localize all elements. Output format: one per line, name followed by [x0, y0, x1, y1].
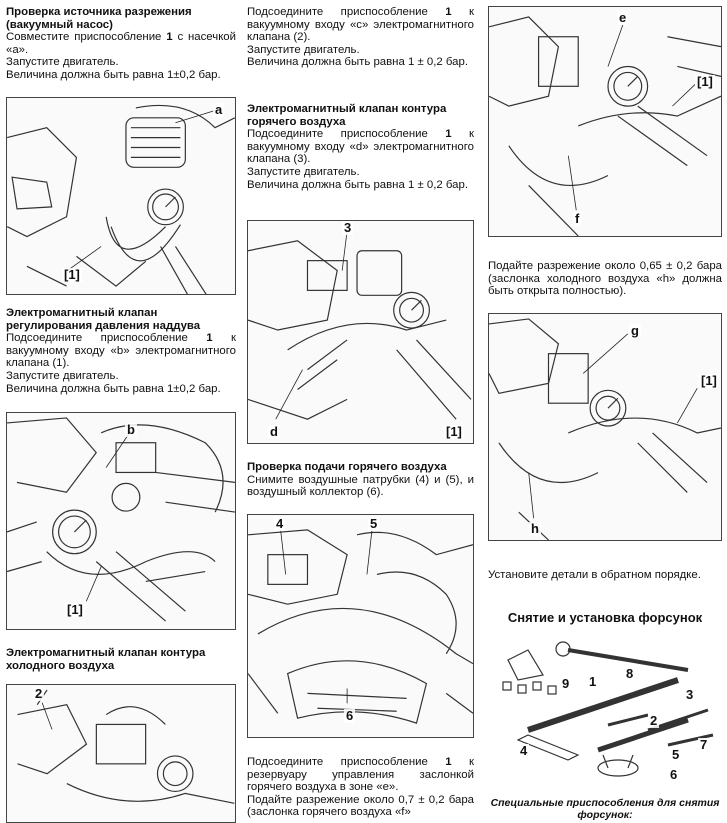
- label-e: e: [619, 10, 627, 25]
- heading: Проверка источника разрежения (вакуумный насос): [6, 6, 192, 31]
- label-tool-1: [1]: [701, 373, 717, 388]
- paragraph: Запустите двигатель.: [6, 56, 119, 69]
- cold-air-flap-step: [488, 260, 722, 298]
- boost-valve-figure: [6, 412, 236, 630]
- label-d: d: [270, 424, 278, 439]
- paragraph: Подайте разрежение около 0,65 ± 0,2 бара (заслонка холодного воздуха «h» должна быть открыта полностью).: [488, 260, 722, 298]
- label-1: 1: [589, 674, 597, 689]
- hot-air-flap-figure: [488, 6, 722, 237]
- paragraph: Подайте разрежение около 0,7 ± 0,2 бара (заслонка горячего воздуха «f»: [247, 793, 474, 819]
- engine-illustration: [7, 685, 235, 822]
- figure-caption: Специальные приспособления для снятия форсунок:: [490, 797, 720, 821]
- tools-illustration: [488, 640, 722, 791]
- vacuum-pump-figure: [6, 97, 236, 295]
- reassembly-step: [488, 569, 722, 582]
- label-2: 2: [650, 713, 658, 728]
- label-a: a: [215, 102, 223, 117]
- label-b: b: [127, 422, 135, 437]
- cold-air-valve-steps: [247, 6, 474, 69]
- label-9: 9: [562, 676, 570, 691]
- cold-air-flap-figure: [488, 313, 722, 541]
- cold-air-valve-text: [6, 647, 236, 672]
- label-g: g: [631, 323, 639, 338]
- engine-illustration: [248, 515, 473, 737]
- paragraph: Снимите воздушные патрубки (4) и (5), и воздушный коллектор (6).: [247, 473, 474, 499]
- heading: Электромагнитный клапан контура холодного воздуха: [6, 647, 206, 672]
- vacuum-source-check-text: [6, 6, 236, 82]
- label-6: 6: [670, 767, 678, 782]
- label-4: 4: [520, 743, 528, 758]
- paragraph: Совместите приспособление 1 с насечкой «a».: [6, 31, 236, 56]
- label-7: 7: [700, 737, 708, 752]
- paragraph: Подсоедините приспособление 1 к вакуумному входу «d» электромагнитного клапана (3).: [247, 128, 474, 166]
- label-4: 4: [276, 516, 284, 531]
- label-3: 3: [344, 220, 352, 235]
- label-h: h: [531, 521, 539, 536]
- section-title: Снятие и установка форсунок: [507, 610, 703, 625]
- label-2: 2: [35, 686, 43, 701]
- label-tool-1: [1]: [446, 424, 462, 439]
- label-5: 5: [672, 747, 680, 762]
- paragraph: Величина должна быть равна 1±0,2 бар.: [6, 68, 221, 81]
- hot-air-valve-text: [247, 103, 474, 191]
- label-tool-1: [1]: [67, 602, 83, 617]
- engine-illustration: [489, 314, 721, 540]
- heading: Электромагнитный клапан регулирования давления наддува: [6, 307, 201, 332]
- cold-air-valve-figure: [6, 684, 236, 823]
- engine-illustration: [7, 98, 235, 294]
- hot-air-valve-figure: [247, 220, 474, 444]
- paragraph: Подсоедините приспособление 1 к вакуумному входу «b» электромагнитного клапана (1).: [6, 332, 236, 370]
- paragraph: Запустите двигатель.: [6, 369, 119, 382]
- boost-valve-text: [6, 307, 236, 395]
- label-8: 8: [626, 666, 634, 681]
- heading: Электромагнитный клапан контура горячего воздуха: [247, 103, 447, 128]
- label-tool-1: [1]: [64, 267, 80, 282]
- heading: Проверка подачи горячего воздуха: [247, 461, 447, 473]
- engine-illustration: [248, 221, 473, 443]
- engine-illustration: [7, 413, 235, 629]
- paragraph: Запустите двигатель.: [247, 165, 360, 178]
- paragraph: Подсоедините приспособление 1 к резервуару управления заслонкой горячего воздуха в зоне «e».: [247, 756, 474, 794]
- label-f: f: [575, 211, 580, 226]
- paragraph: Установите детали в обратном порядке.: [488, 569, 701, 581]
- engine-illustration: [489, 7, 721, 236]
- paragraph: Величина должна быть равна 1±0,2 бар.: [6, 382, 221, 395]
- hot-air-flap-steps: [247, 756, 474, 819]
- label-tool-1: [1]: [697, 74, 713, 89]
- label-5: 5: [370, 516, 378, 531]
- hot-air-supply-figure: [247, 514, 474, 738]
- label-3: 3: [686, 687, 694, 702]
- paragraph: Подсоедините приспособление 1 к вакуумному входу «c» электромагнитного клапана (2).: [247, 6, 474, 44]
- paragraph: Величина должна быть равна 1 ± 0,2 бар.: [247, 56, 468, 69]
- paragraph: Запустите двигатель.: [247, 43, 360, 56]
- paragraph: Величина должна быть равна 1 ± 0,2 бар.: [247, 178, 468, 191]
- hot-air-supply-check-text: [247, 461, 474, 499]
- injector-tools-figure: [488, 640, 722, 791]
- label-6: 6: [346, 708, 354, 723]
